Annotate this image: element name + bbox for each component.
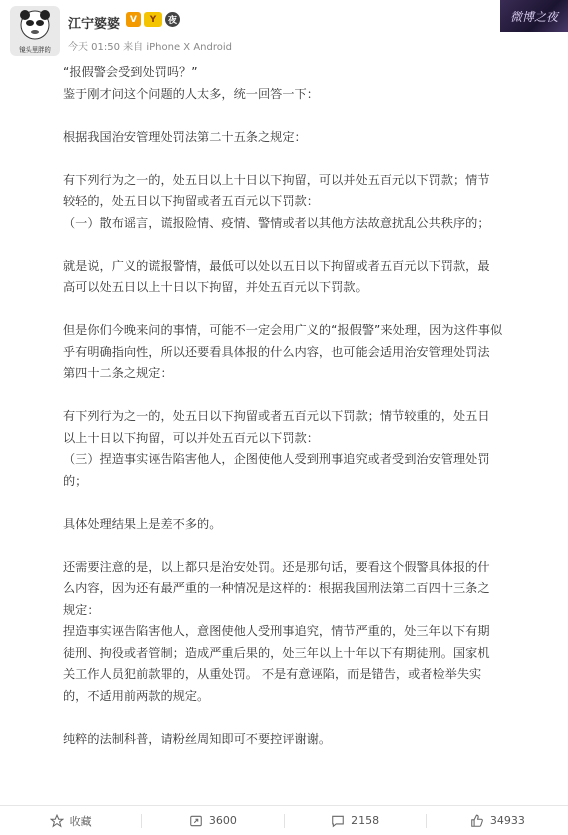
paragraph-gap xyxy=(63,299,561,321)
post-content xyxy=(63,62,561,750)
corner-banner: 微博之夜 xyxy=(500,0,568,32)
action-bar xyxy=(0,805,568,835)
avatar-caption: 镜头里胖的 xyxy=(19,46,51,54)
repost-button[interactable] xyxy=(142,814,283,828)
paragraph-gap xyxy=(63,535,561,557)
comment-button[interactable] xyxy=(285,814,426,828)
post-text-line: 规定： xyxy=(63,602,100,617)
favorite-button[interactable] xyxy=(0,813,141,829)
favorite-label: 收藏 xyxy=(69,814,92,828)
post-text-line: 高可以处五日以上十日以下拘留，并处五百元以下罚款。 xyxy=(63,280,368,294)
comment-icon xyxy=(331,814,345,828)
verified-badge: V xyxy=(126,12,141,27)
paragraph-gap xyxy=(63,234,561,256)
like-button[interactable] xyxy=(427,814,568,828)
paragraph-gap xyxy=(63,148,561,170)
post-text-line: 么内容，因为还有最严重的一种情况是这样的：根据我国刑法第二百四十三条之 xyxy=(63,581,490,595)
post-text-line: 鉴于刚才问这个问题的人太多，统一回答一下： xyxy=(63,86,319,101)
repost-count: 3600 xyxy=(208,814,237,827)
star-icon xyxy=(50,814,64,828)
post-text-line: 纯粹的法制科普，请粉丝周知即可不要控评谢谢。 xyxy=(63,731,332,746)
panda-face-icon xyxy=(19,9,51,41)
post-text-line: 的； xyxy=(63,473,88,488)
post-text-line: 就是说，广义的谎报警情，最低可以处以五日以下拘留或者五百元以下罚款，最 xyxy=(63,258,490,273)
paragraph-gap xyxy=(63,492,561,514)
post-text-line: 具体处理结果上是差不多的。 xyxy=(63,516,222,531)
post-text-line: 关工作人员犯前款罪的，从重处罚。 不是有意诬陷，而是错告，或者检举失实 xyxy=(63,667,482,681)
avatar[interactable] xyxy=(10,6,60,56)
post-text-line: 第四十二条之规定： xyxy=(63,366,173,380)
post-text-line: 较轻的，处五日以下拘留或者五百元以下罚款： xyxy=(63,194,319,208)
post-text-line: 根据我国治安管理处罚法第二十五条之规定： xyxy=(63,129,307,144)
post-text-line: 徒刑、拘役或者管制；造成严重后果的，处三年以上十年以下有期徒刑。国家机 xyxy=(63,645,490,660)
user-badges xyxy=(126,12,180,27)
post-text-line: 但是你们今晚来问的事情，可能不一定会用广义的“报假警”来处理，因为这件事似 xyxy=(63,323,503,337)
post-text-line: （三）捏造事实诬告陷害他人，企图使他人受到刑事追究或者受到治安管理处罚 xyxy=(63,452,490,466)
comment-count: 2158 xyxy=(351,814,380,827)
paragraph-gap xyxy=(63,105,561,127)
like-count: 34933 xyxy=(489,814,525,827)
repost-icon xyxy=(189,814,203,828)
post-text-line: 乎有明确指向性，所以还要看具体报的什么内容，也可能会适用治安管理处罚法 xyxy=(63,344,490,359)
username[interactable]: 江宁婆婆 xyxy=(68,17,121,32)
post-text-line: “报假警会受到处罚吗？” xyxy=(63,65,198,79)
post-text-line: 有下列行为之一的，处五日以下拘留或者五百元以下罚款；情节较重的，处五日 xyxy=(63,409,490,423)
night-badge: 夜 xyxy=(165,12,180,27)
like-icon xyxy=(470,814,484,828)
post-header xyxy=(0,0,568,58)
post-text-line: （一）散布谣言，谎报险情、疫情、警情或者以其他方法故意扰乱公共秩序的； xyxy=(63,215,490,230)
paragraph-gap xyxy=(63,707,561,729)
post-text-line: 以上十日以下拘留，可以并处五百元以下罚款： xyxy=(63,430,319,445)
vip-badge: Y xyxy=(144,12,162,27)
post-text-line: 还需要注意的是，以上都只是治安处罚。还是那句话，要看这个假警具体报的什 xyxy=(63,559,490,574)
post-meta: 今天 01:50 来自 iPhone X Android xyxy=(68,42,232,53)
post-text-line: 有下列行为之一的，处五日以上十日以下拘留，可以并处五百元以下罚款；情节 xyxy=(63,172,490,187)
post-text-line: 捏造事实诬告陷害他人，意图使他人受刑事追究，情节严重的，处三年以下有期 xyxy=(63,624,490,638)
post-text-line: 的，不适用前两款的规定。 xyxy=(63,688,210,703)
paragraph-gap xyxy=(63,385,561,407)
